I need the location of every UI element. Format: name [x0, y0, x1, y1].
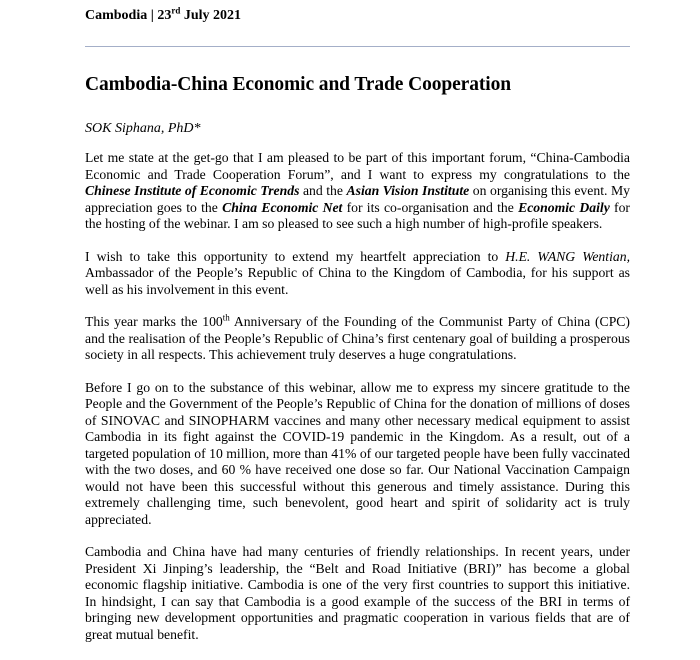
- text: for the hosting of the webinar. I am so pleased to see such a high number of high-profile speakers.: [85, 199, 630, 231]
- paragraph-4: Before I go on to the substance of this webinar, allow me to express my sincere gratitude to the People and the Government of the People’s Republic of China for the donation of millions of doses of SINOVAC and SINOPHARM vaccines and many other necessary medical equipment to assist Cambodia in its fight against the COVID-19 pandemic in the Kingdom. As a result, out of a targeted population of 10 million, more than 41% of our targeted people have been fully vaccinated with the two doses, and 60 % have received one dose so far. Our National Vaccination Campaign would not have been this successful without this generous and timely assistance. During this extremely challenging time, such benevolent, good heart and spirit of solidarity act is truly appreciated.: [85, 379, 630, 527]
- text: Anniversary of the Founding of the Communist Party of China (CPC) and the realisation of the People’s Republic of China’s first centenary goal of building a prosperous society in all respects. This achievement truly deserves a huge congratulations.: [85, 314, 630, 362]
- text: Ambassador of the People’s Republic of China to the Kingdom of Cambodia, for his support as well as his involvement in this event.: [85, 265, 630, 297]
- org-china-economic-net: China Economic Net: [222, 199, 343, 215]
- text: This year marks the 100: [85, 314, 223, 329]
- text: for its co-organisation and the: [342, 199, 519, 215]
- org-economic-daily: Economic Daily: [518, 199, 610, 215]
- text: Let me state at the get-go that I am pleased to be part of this important forum, “China-Cambodia Economic and Trade Cooperation Forum”, and I want to express my congratulations to the: [85, 150, 630, 182]
- date-superscript: rd: [171, 5, 181, 16]
- ambassador-name: H.E. WANG Wentian,: [505, 248, 630, 264]
- org-asian-vision-institute: Asian Vision Institute: [346, 183, 470, 198]
- org-chinese-institute: Chinese Institute of Economic Trends: [85, 183, 300, 198]
- header-date-rest: July 2021: [180, 8, 242, 23]
- paragraph-1: [85, 150, 630, 233]
- author-byline: SOK Siphana, PhD*: [85, 121, 201, 136]
- text: on organising this event. My appreciation goes to the: [85, 183, 630, 215]
- header-country-date: Cambodia | 23: [85, 8, 172, 23]
- paragraph-3: [85, 314, 630, 364]
- paragraph-2: [85, 249, 630, 299]
- document-body: [85, 150, 630, 659]
- ordinal-superscript: th: [222, 312, 230, 323]
- document-title: Cambodia-China Economic and Trade Cooperation: [85, 74, 511, 95]
- page-header: [85, 5, 242, 24]
- header-divider: [85, 46, 630, 47]
- text: I wish to take this opportunity to extend my heartfelt appreciation to: [85, 248, 506, 264]
- paragraph-5: Cambodia and China have had many centuries of friendly relationships. In recent years, under President Xi Jinping’s leadership, the “Belt and Road Initiative (BRI)” has become a global economic flagship initiative. Cambodia is one of the very first countries to support this initiative. In hindsight, I can say that Cambodia is a good example of the success of the BRI in terms of bringing new development opportunities and pragmatic cooperation in various fields that are of great mutual benefit.: [85, 544, 630, 642]
- text: and the: [299, 183, 347, 198]
